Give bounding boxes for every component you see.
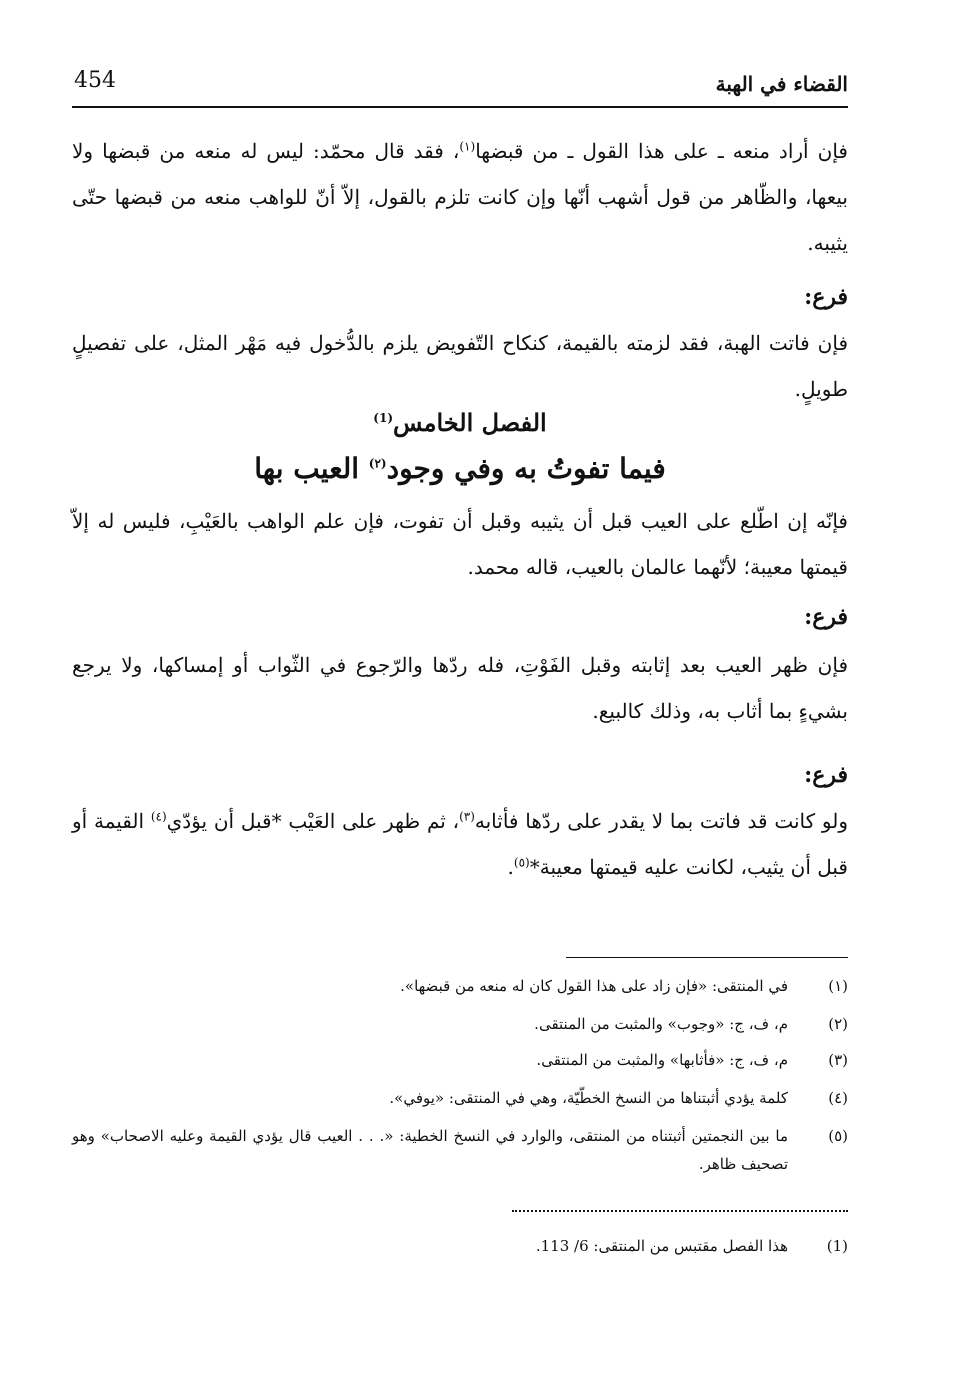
paragraph-3: فإنّه إن اطّلع على العيب قبل أن يثيبه وقبل أن تفوت، فإن علم الواهب بالعَيْبِ، فليس له إلاّ قيمتها معيبة؛ لأنّهما عالمان بالعيب، قاله محمد. bbox=[72, 509, 848, 579]
footnote-marker: (٤) bbox=[150, 809, 167, 824]
subsection-heading-far3: فرع: bbox=[804, 762, 848, 788]
footnote-marker: (1) bbox=[373, 411, 394, 425]
footnote-3 bbox=[72, 1046, 848, 1074]
chapter-title-text: الفصل الخامس bbox=[393, 408, 547, 437]
running-title: القضاء في الهبة bbox=[715, 72, 848, 96]
paragraph-2: فإن فاتت الهبة، فقد لزمته بالقيمة، كنكاح التّفويض يلزم بالدُّخول فيه مَهْر المثل، على تفصيلٍ طويلٍ. bbox=[72, 331, 848, 401]
footnote-rule bbox=[566, 957, 848, 958]
footnote-marker: (١) bbox=[459, 139, 476, 154]
footnote-text: م، ف، ج: «وجوب» والمثبت من المنتقى. bbox=[534, 1015, 788, 1033]
footnote-text: ما بين النجمتين أثبتناه من المنتقى، والوارد في النسخ الخطية: «. . . العيب قال يؤدي القيمة وعليه الاصحاب» وهو تصحيف ظاهر. bbox=[72, 1127, 788, 1173]
paragraph-1-text-rest: ، فقد قال محمّد: ليس له منعه من قبضها ولا بيعها، والظّاهر من قول أشهب أنّها وإن كانت تلزم بالقول، إلاّ أنّ للواهب منعه من قبضها حتّى يثيبه. bbox=[72, 139, 848, 255]
footnote-2 bbox=[72, 1010, 848, 1038]
footnote-number: (٥) bbox=[828, 1127, 848, 1145]
footnote-number: (٤) bbox=[828, 1089, 848, 1107]
footnote-marker: (٣) bbox=[459, 809, 475, 824]
footnote-text: م، ف، ج: «فأثابها» والمثبت من المنتقى. bbox=[536, 1051, 788, 1069]
paragraph-1 bbox=[72, 128, 848, 266]
editor-note-number: (1) bbox=[826, 1237, 848, 1255]
footnote-marker: (٥) bbox=[513, 855, 530, 870]
editor-note bbox=[72, 1232, 848, 1260]
subsection-heading-far1: فرع: bbox=[804, 284, 848, 310]
footnote-4 bbox=[72, 1084, 848, 1112]
chapter-subtitle-text: فيما تفوتُ به وفي وجود bbox=[386, 452, 666, 485]
footnote-1 bbox=[72, 972, 848, 1000]
footnote-number: (٢) bbox=[828, 1015, 848, 1033]
paragraph-1-text: فإن أراد منعه ـ على هذا القول ـ من قبضها bbox=[475, 139, 848, 163]
chapter-subtitle bbox=[72, 452, 848, 485]
dotted-rule bbox=[512, 1210, 848, 1212]
editor-note-text: هذا الفصل مقتبس من المنتقى: 6/ 113. bbox=[535, 1237, 788, 1255]
footnote-number: (٣) bbox=[828, 1051, 848, 1069]
paragraph-5-text: ، ثم ظهر على العَيْب *قبل أن يؤدّي bbox=[166, 809, 460, 833]
chapter-subtitle-text-rest: العيب بها bbox=[254, 452, 369, 485]
page-number: 454 bbox=[74, 68, 116, 93]
paragraph-5 bbox=[72, 798, 848, 890]
footnote-text: كلمة يؤدي أثبتناها من النسخ الخطّيّة، وهي في المنتقى: «يوفي». bbox=[389, 1089, 788, 1107]
paragraph-4: فإن ظهر العيب بعد إثابته وقبل الفَوْتِ، فله ردّها والرّجوع في الثّواب أو إمساكها، ولا يرجع بشيءٍ بما أثاب به، وذلك كالبيع. bbox=[72, 653, 848, 723]
footnote-marker: (٢) bbox=[368, 456, 387, 471]
footnote-text: في المنتقى: «فإن زاد على هذا القول كان له منعه من قبضها». bbox=[400, 977, 788, 995]
header-rule bbox=[72, 106, 848, 108]
paragraph-5-text: . bbox=[507, 855, 514, 879]
paragraph-5-text: القيمة أو قبل أن يثيب، لكانت عليه قيمتها معيبة* bbox=[72, 809, 848, 879]
chapter-title bbox=[72, 408, 848, 437]
footnote-number: (١) bbox=[828, 977, 848, 995]
footnote-5 bbox=[72, 1122, 848, 1178]
subsection-heading-far2: فرع: bbox=[804, 604, 848, 630]
paragraph-5-text: ولو كانت قد فاتت بما لا يقدر على ردّها فأثابه bbox=[474, 809, 848, 833]
